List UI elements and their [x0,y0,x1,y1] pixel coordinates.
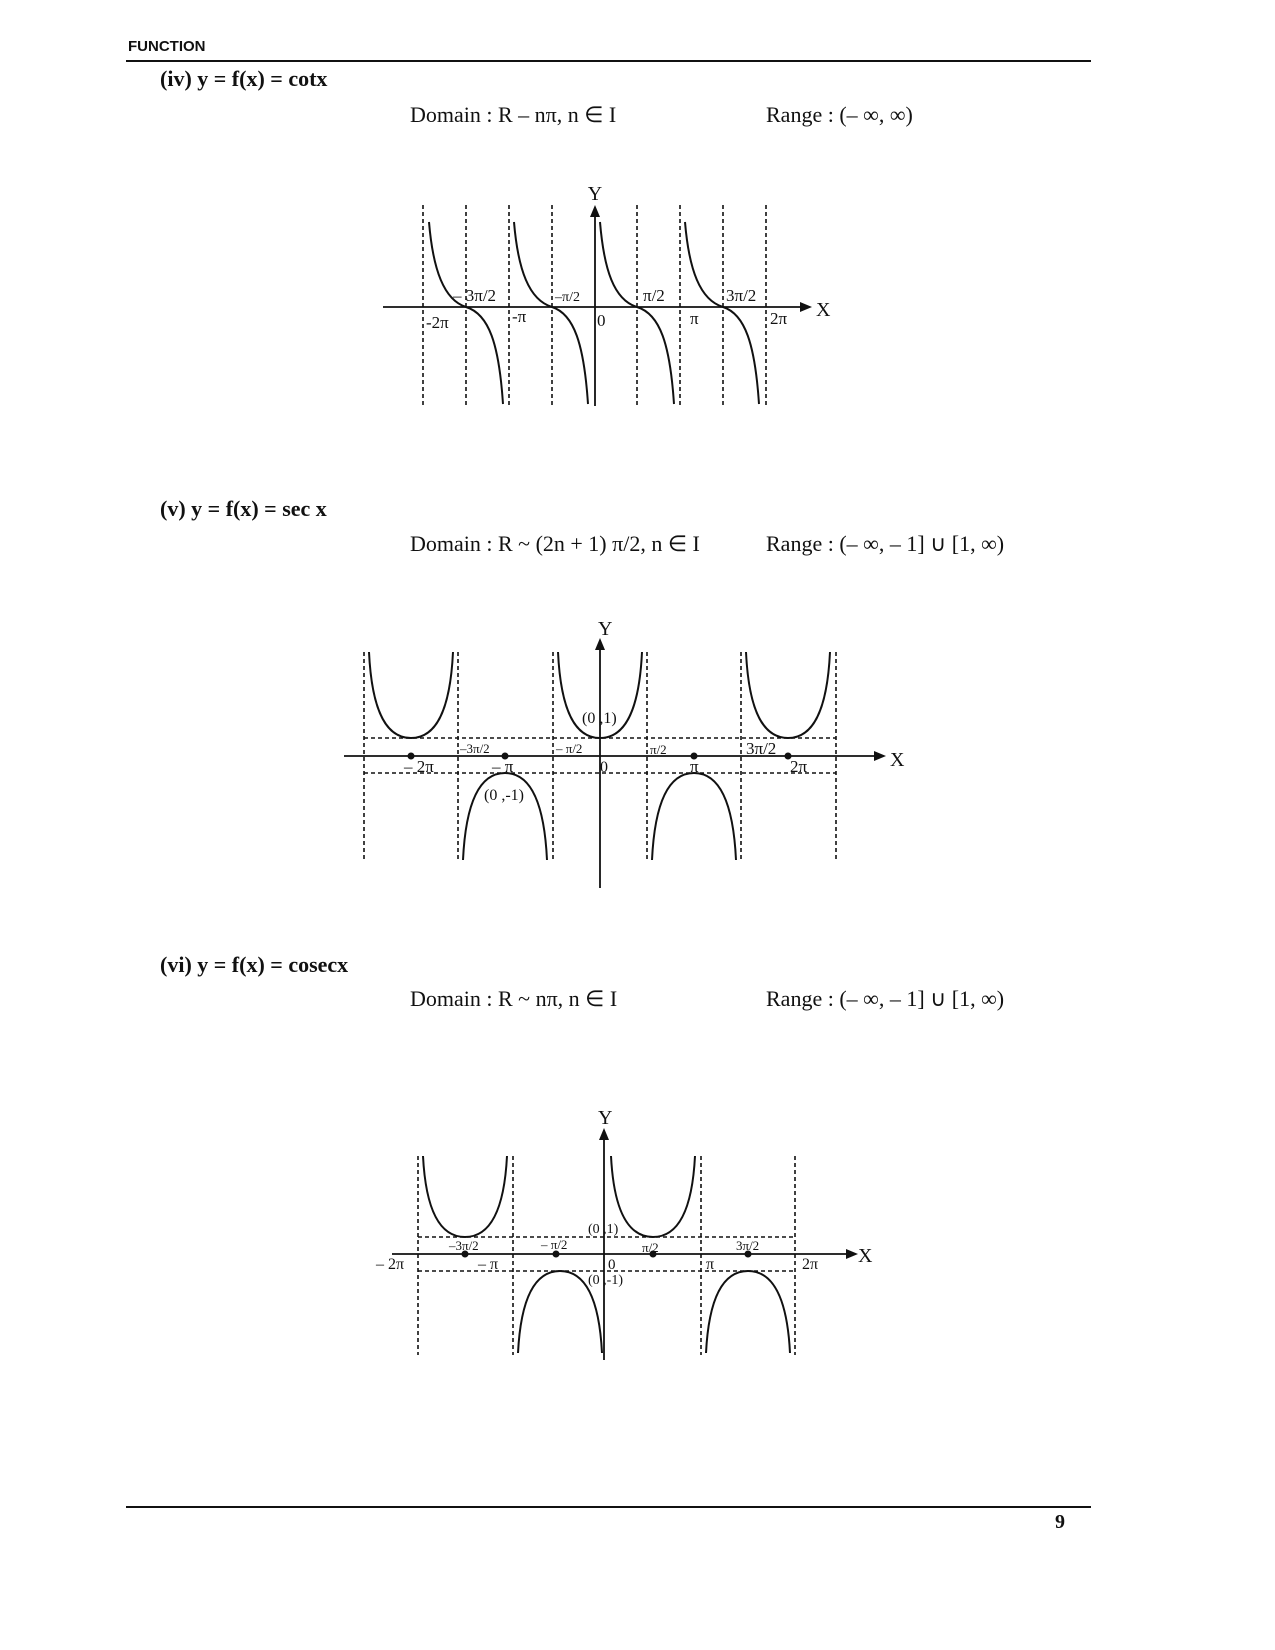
cot-x-label: X [816,299,831,321]
cosec-x-label: X [858,1245,873,1267]
sec-tick-label: 3π/2 [746,739,777,758]
cosec-tick-label: π [706,1256,715,1273]
sec-point-label: (0 ,1) [582,710,617,727]
footer-rule [126,1506,1091,1508]
sec-tick-label: –3π/2 [460,741,490,756]
cosec-tick-label: – π/2 [541,1237,568,1252]
cot-tick-label: – 3π/2 [453,286,497,305]
cot-tick-label: 0 [597,311,606,330]
page-number: 9 [1055,1511,1065,1533]
cot-tick-label: π/2 [643,286,665,305]
cot-section-title: (iv) y = f(x) = cotx [160,66,328,91]
cosec-tick-label: –3π/2 [449,1238,479,1253]
cot-range: Range : (– ∞, ∞) [766,102,913,127]
running-head: FUNCTION [128,38,206,55]
sec-section-title: (v) y = f(x) = sec x [160,496,327,521]
cosec-tick-label: 3π/2 [736,1238,760,1253]
cosec-tick-label: 0 [608,1257,616,1273]
cosec-section-title: (vi) y = f(x) = cosecx [160,952,349,977]
sec-point-label: (0 ,-1) [484,787,524,804]
cot-tick-label: –π/2 [555,290,580,305]
cosec-y-label: Y [598,1107,613,1129]
cosec-tick-label: – π [478,1256,499,1273]
sec-tick-label: – π [492,757,514,776]
cosec-tick-label: – 2π [376,1256,405,1273]
cot-y-label: Y [587,183,603,205]
sec-domain: Domain : R ~ (2n + 1) π/2, n ∈ I [410,531,700,556]
cot-tick-label: 3π/2 [726,286,757,305]
sec-tick-label: π [690,757,699,776]
cosec-tick-label: 2π [802,1256,819,1273]
cosec-domain: Domain : R ~ nπ, n ∈ I [410,986,618,1011]
cot-tick-label: -2π [426,313,449,332]
cosec-point-label: (0 ,1) [588,1222,619,1237]
sec-tick-label: π/2 [650,742,667,757]
cot-tick-label: 2π [770,309,788,328]
sec-x-label: X [890,749,905,771]
cosec-x-arrow [846,1249,858,1259]
cot-tick-label: -π [512,307,527,326]
cosec-point-label: (0 ,-1) [588,1273,623,1288]
cosec-asymptotes [418,1156,795,1355]
sec-tick-label: – 2π [404,757,434,776]
sec-tick-label: 0 [600,759,608,776]
sec-range: Range : (– ∞, – 1] ∪ [1, ∞) [766,531,1005,556]
sec-tick-label: 2π [790,757,808,776]
sec-tick-label: – π/2 [556,741,583,756]
cosec-y-arrow [599,1128,609,1140]
cosec-tick-label: π/2 [642,1240,659,1255]
cot-domain: Domain : R – nπ, n ∈ I [410,102,617,127]
cosec-range: Range : (– ∞, – 1] ∪ [1, ∞) [766,986,1005,1011]
sec-y-label: Y [598,618,613,640]
cot-tick-label: π [690,309,699,328]
